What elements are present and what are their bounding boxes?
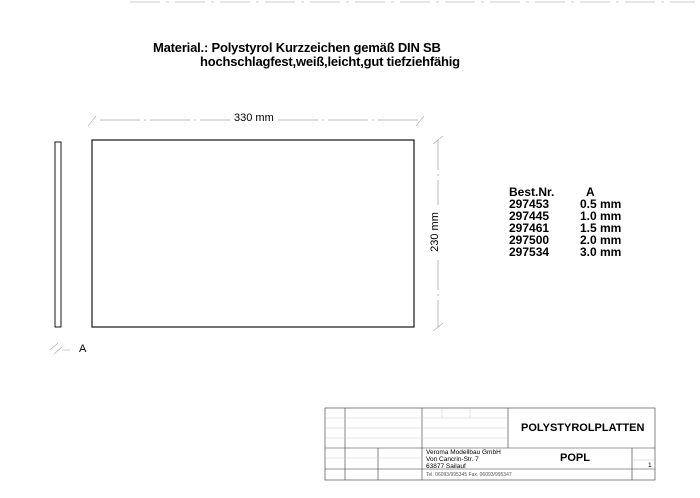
- order-thickness: 1.5 mm: [580, 221, 622, 235]
- view-a-label: A: [79, 343, 87, 355]
- side-view-outline: [55, 142, 61, 327]
- width-dim-tick-right: [416, 116, 424, 126]
- height-dimension-label: 230 mm: [428, 212, 441, 252]
- width-dim-tick-left: [88, 116, 96, 126]
- order-nr: 297500: [509, 233, 550, 247]
- order-thickness: 1.0 mm: [580, 209, 622, 223]
- product-title: POLYSTYROLPLATTEN: [521, 422, 645, 434]
- title-block-grid: [325, 408, 655, 480]
- thickness-tick-1: [50, 343, 58, 350]
- order-nr: 297445: [509, 209, 550, 223]
- order-nr: 297534: [509, 245, 550, 259]
- material-heading: Material.: Polystyrol Kurzzeichen gemäß DIN SB: [153, 40, 441, 55]
- company-contact: Tel. 06093/995345 Fax. 06093/995347: [426, 472, 512, 478]
- sheet-number: 1: [648, 462, 652, 469]
- order-thickness: 3.0 mm: [580, 245, 622, 259]
- order-nr: 297453: [509, 197, 550, 211]
- order-header-a: A: [586, 185, 595, 199]
- company-city: 63877 Sailauf: [426, 463, 466, 470]
- part-code: POPL: [560, 452, 590, 464]
- order-header-nr: Best.Nr.: [509, 185, 555, 199]
- thickness-tick-2: [54, 347, 62, 354]
- width-dimension-label: 330 mm: [234, 112, 274, 124]
- order-thickness: 2.0 mm: [580, 233, 622, 247]
- material-properties: hochschlagfest,weiß,leicht,gut tiefziehfähig: [200, 54, 460, 69]
- plate-outline: [92, 140, 414, 327]
- order-thickness: 0.5 mm: [580, 197, 622, 211]
- order-nr: 297461: [509, 221, 550, 235]
- company-name: Veroma Modellbau GmbH: [426, 449, 501, 456]
- company-street: Von Cancrin-Str. 7: [426, 456, 479, 463]
